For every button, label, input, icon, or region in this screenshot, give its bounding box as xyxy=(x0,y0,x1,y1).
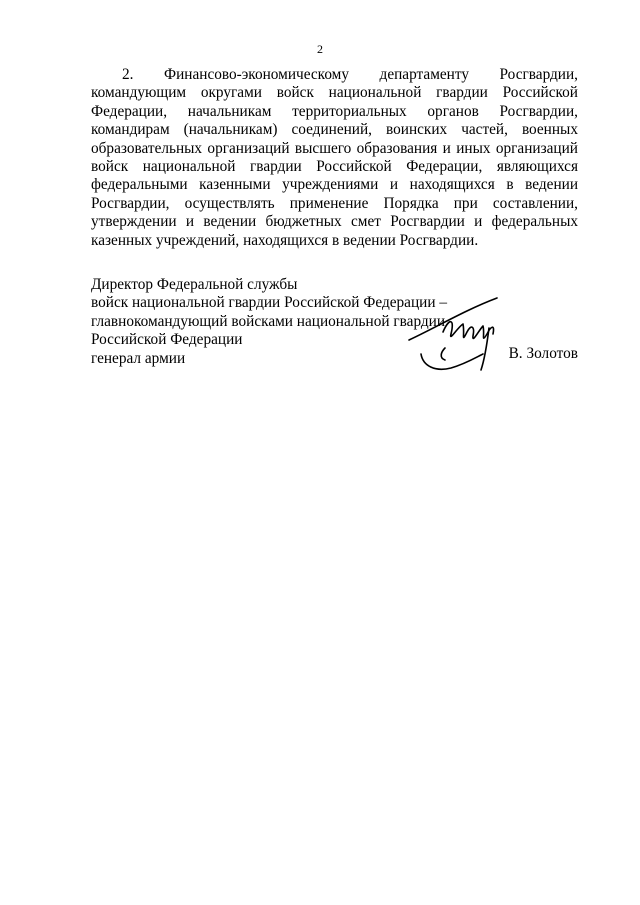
position-line: войск национальной гвардии Российской Федерации – xyxy=(91,294,447,312)
paragraph-line: утверждении и ведении бюджетных смет Росгвардии и федеральных xyxy=(91,213,578,231)
body-paragraph xyxy=(91,66,578,250)
paragraph-line: командирам (начальникам) соединений, воинских частей, военных xyxy=(91,121,578,139)
position-line: главнокомандующий войсками национальной гвардии xyxy=(91,312,446,330)
paragraph-line: казенных учреждений, находящихся в ведении Росгвардии. xyxy=(91,231,479,249)
paragraph-line: Федерации, начальникам территориальных органов Росгвардии, xyxy=(91,102,578,120)
position-line: генерал армии xyxy=(91,349,186,367)
paragraph-line: командующим округами войск национальной гвардии Российской xyxy=(91,84,578,102)
paragraph-line: образовательных организаций высшего образования и иных организаций xyxy=(91,139,578,157)
position-line: Российской Федерации xyxy=(91,331,243,349)
paragraph-line: войск национальной гвардии Российской Федерации, являющихся xyxy=(91,158,578,176)
page-number: 2 xyxy=(317,42,323,56)
position-line: Директор Федеральной службы xyxy=(91,276,298,293)
paragraph-line: Росгвардии, осуществлять применение Порядка при составлении, xyxy=(91,194,578,212)
signer-name: В. Золотов xyxy=(508,345,578,362)
handwritten-signature xyxy=(405,288,525,380)
paragraph-line: федеральными казенными учреждениями и находящихся в ведении xyxy=(91,176,578,194)
paragraph-line: 2. Финансово-экономическому департаменту Росгвардии, xyxy=(122,66,578,83)
